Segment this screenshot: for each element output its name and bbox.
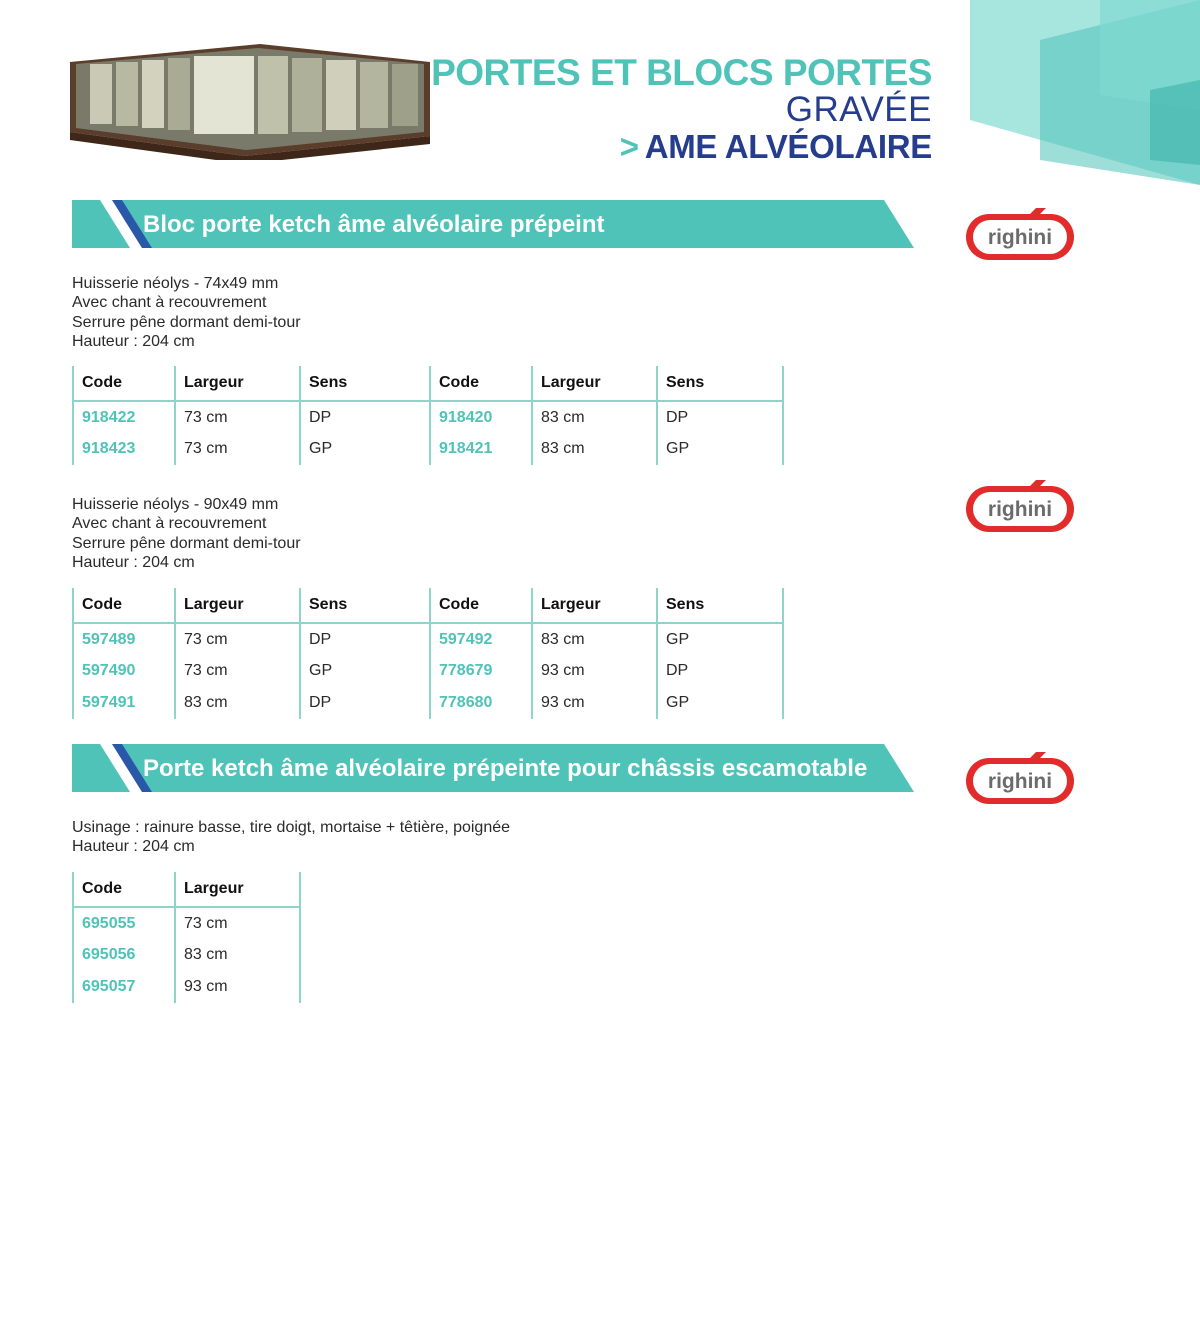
product-code: 778679 <box>429 656 531 688</box>
column-header: Sens <box>656 588 784 622</box>
table-row <box>72 656 784 688</box>
width-value: 83 cm <box>531 434 656 466</box>
section-banner-bloc-porte <box>72 200 914 248</box>
svg-text:righini: righini <box>987 770 1053 793</box>
table-header-row <box>72 366 784 402</box>
table-row <box>72 624 784 656</box>
direction-value: GP <box>299 656 429 688</box>
direction-value: GP <box>656 434 784 466</box>
width-value: 73 cm <box>174 434 299 466</box>
column-header: Code <box>72 588 174 622</box>
width-value: 83 cm <box>531 402 656 434</box>
column-header: Sens <box>299 366 429 400</box>
product-code: 918420 <box>429 402 531 434</box>
product-code: 918421 <box>429 434 531 466</box>
direction-value: DP <box>656 402 784 434</box>
column-header: Sens <box>656 366 784 400</box>
column-header: Largeur <box>174 366 299 400</box>
product-code: 597489 <box>72 624 174 656</box>
decorative-corner-shapes <box>960 0 1200 200</box>
table-row <box>72 940 301 972</box>
product-code: 695057 <box>72 971 174 1003</box>
product-code: 695055 <box>72 908 174 940</box>
desc-line: Hauteur : 204 cm <box>72 332 195 350</box>
direction-value: DP <box>299 402 429 434</box>
product-description <box>72 274 301 351</box>
svg-text:righini: righini <box>987 226 1053 249</box>
width-value: 73 cm <box>174 402 299 434</box>
direction-value: GP <box>656 687 784 719</box>
column-header: Largeur <box>531 366 656 400</box>
product-code: 597491 <box>72 687 174 719</box>
table-header-row <box>72 588 784 624</box>
table-row <box>72 971 301 1003</box>
column-header: Code <box>72 366 174 400</box>
direction-value: DP <box>299 687 429 719</box>
width-value: 93 cm <box>531 656 656 688</box>
page-subtitle: GRAVÉE <box>785 90 932 129</box>
product-description <box>72 495 301 572</box>
page-category <box>620 128 932 166</box>
width-value: 83 cm <box>531 624 656 656</box>
direction-value: DP <box>656 656 784 688</box>
width-value: 73 cm <box>174 624 299 656</box>
desc-line: Avec chant à recouvrement <box>72 294 267 312</box>
column-header: Code <box>429 588 531 622</box>
product-code: 918423 <box>72 434 174 466</box>
width-value: 93 cm <box>531 687 656 719</box>
righini-logo <box>964 478 1076 536</box>
column-header: Sens <box>299 588 429 622</box>
arrow-glyph: > <box>619 128 639 165</box>
section-title: Bloc porte ketch âme alvéolaire prépeint <box>143 211 605 238</box>
desc-line: Hauteur : 204 cm <box>72 838 195 856</box>
table-row <box>72 434 784 466</box>
desc-line: Usinage : rainure basse, tire doigt, mortaise + têtière, poignée <box>72 819 511 836</box>
righini-logo <box>964 206 1076 264</box>
product-code: 778680 <box>429 687 531 719</box>
width-value: 73 cm <box>174 656 299 688</box>
direction-value: GP <box>656 624 784 656</box>
page-title: PORTES ET BLOCS PORTES <box>431 52 932 93</box>
table-row <box>72 687 784 719</box>
width-value: 83 cm <box>174 687 299 719</box>
width-value: 83 cm <box>174 940 301 972</box>
direction-value: GP <box>299 434 429 466</box>
product-table <box>72 366 784 465</box>
column-header: Largeur <box>531 588 656 622</box>
product-code: 597492 <box>429 624 531 656</box>
righini-logo <box>964 750 1076 808</box>
page-category-label: AME ALVÉOLAIRE <box>644 128 932 165</box>
product-code: 918422 <box>72 402 174 434</box>
width-value: 93 cm <box>174 971 301 1003</box>
product-description <box>72 818 510 857</box>
desc-line: Hauteur : 204 cm <box>72 553 195 571</box>
desc-line: Serrure pêne dormant demi-tour <box>72 313 301 331</box>
desc-line: Huisserie néolys - 90x49 mm <box>72 496 279 513</box>
column-header: Largeur <box>174 588 299 622</box>
column-header: Code <box>72 872 174 906</box>
width-value: 73 cm <box>174 908 301 940</box>
table-row <box>72 402 784 434</box>
product-table <box>72 588 784 719</box>
honeycomb-door-photo <box>70 40 440 160</box>
svg-text:righini: righini <box>987 498 1053 521</box>
desc-line: Avec chant à recouvrement <box>72 515 267 533</box>
desc-line: Serrure pêne dormant demi-tour <box>72 534 301 552</box>
table-row <box>72 908 301 940</box>
section-title: Porte ketch âme alvéolaire prépeinte pour châssis escamotable <box>143 755 868 782</box>
product-code: 695056 <box>72 940 174 972</box>
product-table <box>72 872 301 1003</box>
column-header: Largeur <box>174 872 301 906</box>
product-code: 597490 <box>72 656 174 688</box>
desc-line: Huisserie néolys - 74x49 mm <box>72 275 279 292</box>
table-header-row <box>72 872 301 908</box>
section-banner-porte-chassis <box>72 744 914 792</box>
column-header: Code <box>429 366 531 400</box>
direction-value: DP <box>299 624 429 656</box>
